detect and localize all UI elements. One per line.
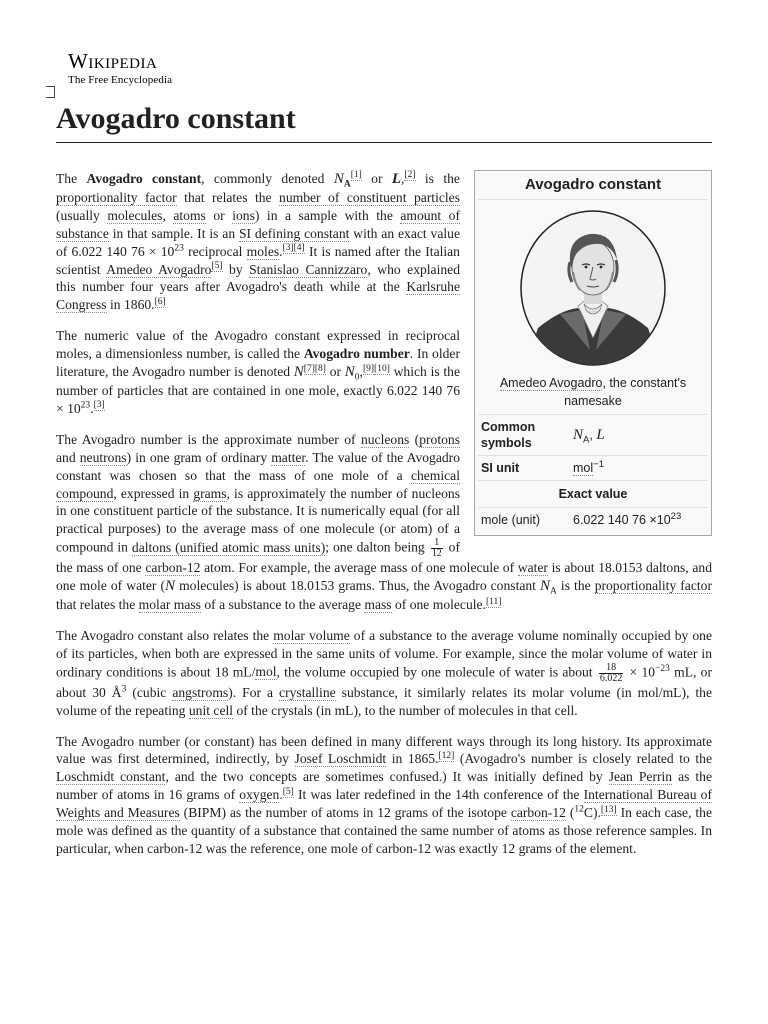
infobox — [474, 170, 712, 536]
link-ions[interactable]: ions — [232, 207, 255, 223]
link-si-defining-constant[interactable]: SI defining constant — [238, 225, 350, 241]
exact-value-heading: Exact value — [478, 481, 708, 508]
link-mol[interactable]: mol — [573, 461, 594, 475]
link-molar-mass[interactable]: molar mass — [138, 597, 201, 613]
common-symbols-value: $N_A$, L — [573, 427, 605, 446]
link-molecules[interactable]: molecules — [107, 207, 163, 223]
link-mol-2[interactable]: mol — [255, 664, 277, 680]
link-proportionality-factor-2[interactable]: proportionality factor — [594, 578, 712, 594]
paragraph-2: The numeric value of the Avogadro constant expressed in reciprocal moles, a dimensionless number, is called the Avogadro number. In older literature, the Avogadro number is denoted N[7][8] or $N_0,[9][10]$ which is the number of particles that are contained in one mole, exactly 6.022 140 $76 \times 10^{23}.[3]$ — [56, 328, 460, 416]
link-neutrons[interactable]: neutrons — [79, 449, 127, 465]
si-unit-value: mol$^{-1}$ — [573, 458, 604, 475]
portrait-image — [520, 210, 666, 366]
link-moles[interactable]: moles — [246, 243, 280, 259]
link-nucleons[interactable]: nucleons — [360, 431, 410, 447]
article-body — [56, 170, 712, 871]
link-amedeo-avogadro-caption[interactable]: Amedeo Avogadro — [499, 376, 603, 390]
avogadro-portrait[interactable] — [478, 200, 708, 374]
paragraph-5: The Avogadro number (or constant) has been defined in many different ways through its long history. Its approximate value was first determined, indirectly, by Josef Loschmidt in 1865.[12] (Avogadro's number is closely related to the Loschmidt constant, and the two concepts are sometimes confused.) It was initially defined by Jean Perrin as the number of atoms in 16 grams of oxygen.[5] It was later redefined in the 14th conference of the International Bureau of Weights and Measures (BIPM) as the number of atoms in 12 grams of the isotope carbon-12 ($^{12}$C).[13] In each case, the mole was defined as the quantity of a substance that contained the same number of atoms as those reference samples. In particular, when carbon-12 was the reference, one mole of carbon-12 was exactly 12 grams of the element. — [56, 733, 712, 856]
link-molar-volume[interactable]: molar volume — [273, 627, 350, 643]
si-unit-label: SI unit — [481, 461, 520, 475]
link-jean-perrin[interactable]: Jean Perrin — [608, 769, 673, 785]
common-symbols-label: Common symbols — [481, 420, 536, 450]
link-atoms[interactable]: atoms — [173, 207, 206, 223]
link-unit-cell[interactable]: unit cell — [188, 702, 234, 718]
paragraph-1: The Avogadro constant, commonly denoted $N_A[1]$ or L,[2] is the proportionality factor that relates the number of constituent particles (usually molecules, atoms or ions) in a sample with the amount of substance in that sample. It is an SI defining constant with an exact value of 6.022 140 $76 \times 10^{23}$ reciprocal moles.[3][4] It is named after the Italian scientist Amedeo Avogadro[5] by Stanislao Cannizzaro, who explained this number four years after Avogadro's death while at the Karlsruhe Congress in 1860.[6] — [56, 170, 461, 313]
link-amedeo-avogadro[interactable]: Amedeo Avogadro — [106, 261, 212, 277]
link-amount-of-substance[interactable]: amount of substance — [56, 207, 461, 241]
wikipedia-logo[interactable] — [68, 50, 172, 86]
link-loschmidt-constant[interactable]: Loschmidt constant — [56, 769, 166, 785]
wikipedia-tagline: The Free Encyclopedia — [68, 74, 173, 86]
infobox-caption: Amedeo Avogadro, the constant's namesake — [478, 374, 708, 415]
infobox-row-si-unit — [478, 456, 708, 481]
infobox-title: Avogadro constant — [478, 173, 708, 200]
wikipedia-wordmark: Wikipedia — [68, 49, 158, 73]
paragraph-3: The Avogadro number is the approximate number of nucleons (protons and neutrons) in one gram of ordinary matter. The value of the Avogadro constant was chosen so that the mass of one mole of a chemical compound, expressed in grams, is approximately the number of nucleons in one constituent particle of the substance. It is numerically equal (for all practical purposes) to the average mass of one molecule (or atom) of a compound in daltons (unified atomic mass units); one dalton being $\frac{1}{12}$ of the mass of one carbon-12 atom. For example, the average mass of one molecule of water is about 18.0153 daltons, and one mole of water (N molecules) is about 18.0153 grams. Thus, the Avogadro constant $N_A$ is the proportionality factor that relates the molar mass of a substance to the average mass of one molecule.[11] — [56, 431, 712, 613]
link-number-of-constituent-particles[interactable]: number of constituent particles — [279, 189, 460, 205]
link-bipm[interactable]: International Bureau of Weights and Measures — [56, 787, 712, 821]
infobox-row-common-symbols — [478, 415, 708, 456]
link-matter[interactable]: matter — [271, 449, 306, 465]
mole-unit-label: mole (unit) — [481, 513, 541, 527]
link-stanislao-cannizzaro[interactable]: Stanislao Cannizzaro — [249, 261, 368, 277]
link-grams[interactable]: grams — [193, 485, 227, 501]
link-angstroms[interactable]: angstroms — [172, 684, 229, 700]
link-carbon-12[interactable]: carbon-12 — [145, 560, 201, 576]
link-mass[interactable]: mass — [364, 597, 392, 613]
infobox-row-mole-unit — [478, 508, 708, 532]
page-title: Avogadro constant — [56, 100, 712, 143]
link-chemical-compound[interactable]: chemical compound — [56, 467, 460, 501]
link-protons[interactable]: protons — [419, 431, 460, 447]
link-oxygen[interactable]: oxygen — [239, 787, 280, 803]
link-crystalline[interactable]: crystalline — [279, 684, 336, 700]
link-water[interactable]: water — [517, 560, 548, 576]
link-carbon-12-2[interactable]: carbon-12 — [510, 805, 566, 821]
link-daltons[interactable]: daltons (unified atomic mass units) — [131, 539, 326, 555]
toc-toggle-icon[interactable] — [46, 86, 55, 98]
paragraph-4: The Avogadro constant also relates the molar volume of a substance to the average volume nominally occupied by one of its particles, when both are expressed in the same units of volume. For example, since the molar volume of water in ordinary conditions is about 18 mL/mol, the volume occupied by one molecule of water is about $\frac{18}{6.022}$ × $10^{-23}$ mL, or about 30 $Å^3$ (cubic angstroms). For a crystalline substance, it similarly relates its molar volume (in mol/mL), the volume of the repeating unit cell of the crystals (in mL), to the number of molecules in that cell. — [56, 627, 712, 718]
link-josef-loschmidt[interactable]: Josef Loschmidt — [294, 751, 387, 767]
link-proportionality-factor[interactable]: proportionality factor — [56, 189, 177, 205]
mole-unit-value: 6.022 140 $76 \times 10^{23}$ — [573, 510, 682, 527]
link-karlsruhe-congress[interactable]: Karlsruhe Congress — [56, 279, 460, 313]
